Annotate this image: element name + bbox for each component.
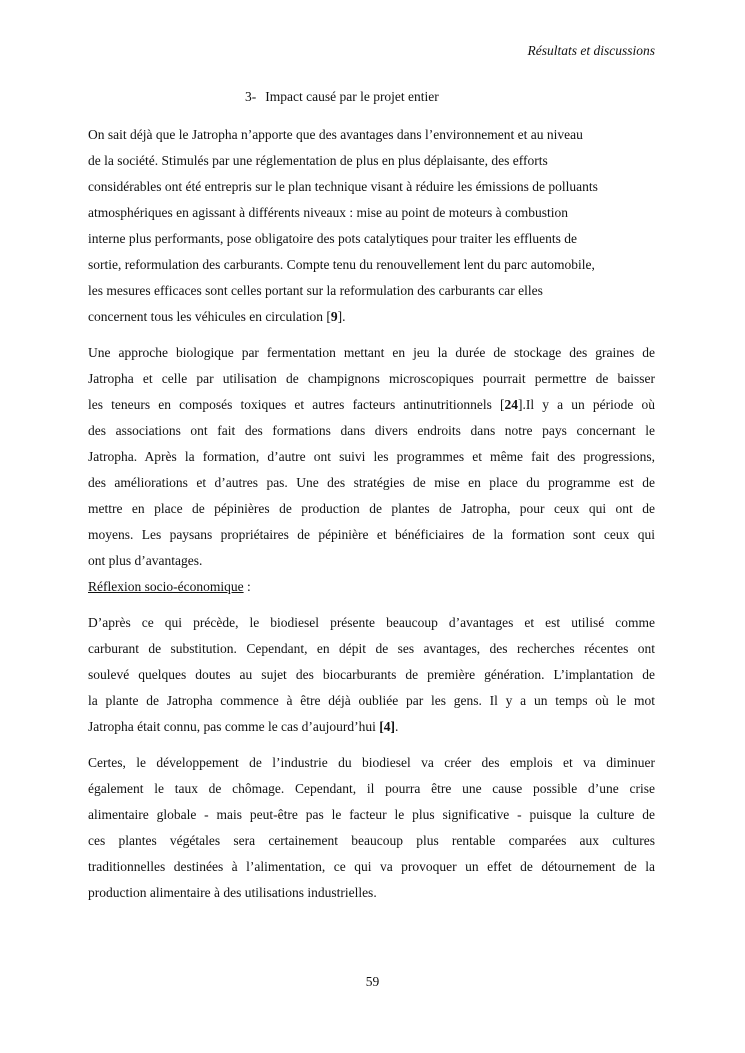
body-text — [88, 122, 655, 916]
p1-line: considérables ont été entrepris sur le plan technique visant à réduire les émissions de polluants — [88, 179, 598, 194]
p3-line: la plante de Jatropha commence à être déjà oubliée par les gens. Il y a un temps où le mot — [88, 693, 655, 708]
p2-line: des améliorations et d’autres pas. Une des stratégies de mise en place du programme est de — [88, 475, 655, 490]
running-header: Résultats et discussions — [527, 43, 655, 58]
paragraph-3 — [88, 610, 655, 740]
p3-last-line-text: Jatropha était connu, pas comme le cas d’aujourd’hui — [88, 719, 380, 734]
p1-line: sortie, reformulation des carburants. Compte tenu du renouvellement lent du parc automobile, — [88, 257, 595, 272]
p3-line: D’après ce qui précède, le biodiesel présente beaucoup d’avantages et est utilisé comme — [88, 615, 655, 630]
citation-ref: 9 — [330, 309, 338, 324]
p4-line: également le taux de chômage. Cependant, il pourra être une cause possible d’une crise — [88, 781, 655, 796]
citation-ref: [4] — [379, 719, 396, 734]
section-heading — [245, 89, 439, 105]
paragraph-2 — [88, 340, 655, 574]
p3-last-line-end: . — [395, 719, 399, 734]
p2-ref-line — [88, 392, 655, 418]
page-number: 59 — [365, 974, 380, 989]
p1-line: atmosphériques en agissant à différents niveaux : mise au point de moteurs à combustion — [88, 205, 569, 220]
p1-last-line — [88, 304, 655, 330]
p1-line: les mesures efficaces sont celles portant sur la reformulation des carburants car elles — [88, 283, 543, 298]
p2-line: moyens. Les paysans propriétaires de pépinière et bénéficiaires de la formation sont ceux qui — [88, 527, 655, 542]
subheading — [88, 574, 655, 600]
subheading-suffix: : — [243, 579, 251, 594]
subheading-text: Réflexion socio-économique — [88, 579, 244, 594]
p3-line: soulevé quelques doutes au sujet des biocarburants de première génération. L’implantation de — [88, 667, 655, 682]
p2-line: Jatropha. Après la formation, d’autre ont suivi les programmes et même fait des progressions, — [88, 449, 655, 464]
p3-last-line — [88, 714, 655, 740]
p4-line: Certes, le développement de l’industrie du biodiesel va créer des emplois et va diminuer — [88, 755, 655, 770]
p2-ref-line-end: ].Il y a un période où — [518, 397, 655, 412]
p2-line: des associations ont fait des formations dans divers endroits dans notre pays concernant le — [88, 423, 655, 438]
citation-ref: 24 — [504, 397, 519, 412]
section-title-text: Impact causé par le projet entier — [265, 89, 439, 104]
p4-line: traditionnelles destinées à l’alimentation, ce qui va provoquer un effet de détournement de la — [88, 859, 655, 874]
p4-line: ces plantes végétales sera certainement beaucoup plus rentable comparées aux cultures — [88, 833, 655, 848]
paragraph-1 — [88, 122, 655, 330]
p2-ref-line-text: les teneurs en composés toxiques et autres facteurs antinutritionnels [ — [88, 397, 505, 412]
p1-line: On sait déjà que le Jatropha n’apporte que des avantages dans l’environnement et au niveau — [88, 127, 583, 142]
p1-last-line-end: ]. — [337, 309, 346, 324]
p2-line: Jatropha et celle par utilisation de champignons microscopiques pourrait permettre de baisser — [88, 371, 655, 386]
p3-line: carburant de substitution. Cependant, en dépit de ses avantages, des recherches récentes ont — [88, 641, 655, 656]
p2-line: Une approche biologique par fermentation mettant en jeu la durée de stockage des graines de — [88, 345, 655, 360]
p1-last-line-text: concernent tous les véhicules en circulation [ — [88, 309, 331, 324]
p1-line: de la société. Stimulés par une réglementation de plus en plus déplaisante, des efforts — [88, 153, 548, 168]
p2-line: mettre en place de pépinières de production de plantes de Jatropha, pour ceux qui ont de — [88, 501, 655, 516]
p4-last-line: production alimentaire à des utilisations industrielles. — [88, 885, 377, 900]
p4-line: alimentaire globale - mais peut-être pas le facteur le plus significative - puisque la culture de — [88, 807, 655, 822]
p1-line: interne plus performants, pose obligatoire des pots catalytiques pour traiter les effluents de — [88, 231, 577, 246]
section-number: 3- — [245, 89, 257, 104]
p2-last-line: ont plus d’avantages. — [88, 553, 203, 568]
paragraph-4 — [88, 750, 655, 906]
